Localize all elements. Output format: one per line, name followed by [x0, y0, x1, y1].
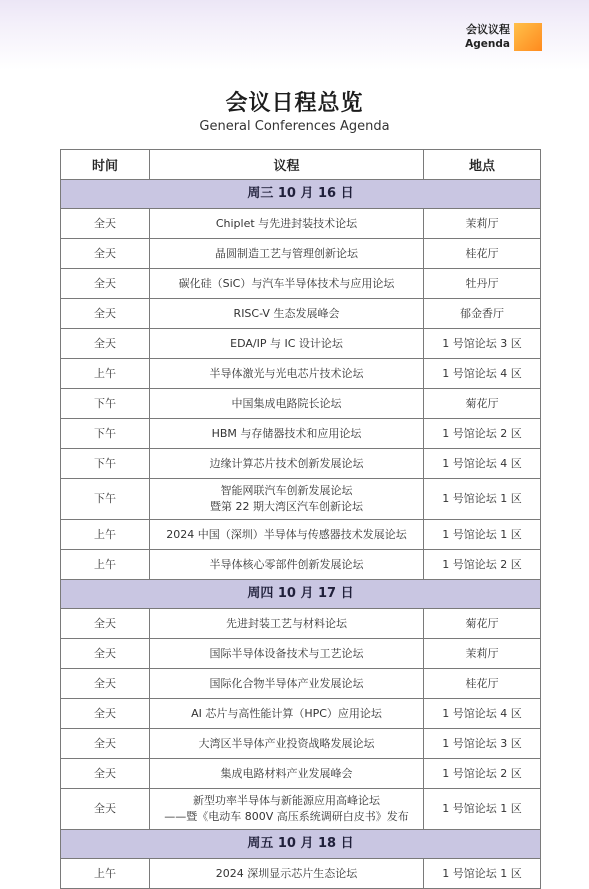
session-venue: 茉莉厅: [424, 639, 541, 669]
table-header-row: [61, 150, 541, 180]
day-label: 周三 10 月 16 日: [61, 180, 541, 209]
table-row: [61, 449, 541, 479]
session-topic: [150, 479, 424, 520]
session-venue: 茉莉厅: [424, 209, 541, 239]
session-time: 全天: [61, 699, 150, 729]
session-venue: 菊花厅: [424, 389, 541, 419]
session-topic: [150, 789, 424, 830]
day-label: 周四 10 月 17 日: [61, 580, 541, 609]
table-row: [61, 789, 541, 830]
session-venue: 1 号馆论坛 1 区: [424, 859, 541, 889]
session-topic: [150, 419, 424, 449]
column-header-time: 时间: [61, 150, 150, 180]
session-topic-line: 国际化合物半导体产业发展论坛: [209, 676, 364, 690]
session-topic: [150, 520, 424, 550]
session-venue: 牡丹厅: [424, 269, 541, 299]
session-topic-line: EDA/IP 与 IC 设计论坛: [230, 336, 343, 350]
session-time: 下午: [61, 479, 150, 520]
page-subtitle: General Conferences Agenda: [199, 119, 390, 134]
table-row: [61, 859, 541, 889]
session-topic: [150, 859, 424, 889]
session-topic: [150, 239, 424, 269]
session-topic-line: 半导体激光与光电芯片技术论坛: [209, 366, 364, 380]
session-topic: [150, 389, 424, 419]
session-topic: [150, 359, 424, 389]
table-row: [61, 699, 541, 729]
session-topic-line: RISC-V 生态发展峰会: [233, 306, 340, 320]
session-time: 全天: [61, 639, 150, 669]
session-venue: 1 号馆论坛 4 区: [424, 359, 541, 389]
session-topic-line: 国际半导体设备技术与工艺论坛: [209, 646, 364, 660]
session-venue: 1 号馆论坛 3 区: [424, 729, 541, 759]
table-row: [61, 269, 541, 299]
table-row: [61, 520, 541, 550]
session-topic: [150, 699, 424, 729]
agenda-tag: [465, 22, 542, 51]
session-topic: [150, 729, 424, 759]
session-topic: [150, 299, 424, 329]
session-time: 上午: [61, 359, 150, 389]
day-header-row: [61, 830, 541, 859]
session-time: 全天: [61, 759, 150, 789]
session-topic: [150, 329, 424, 359]
session-topic-line: 2024 中国（深圳）半导体与传感器技术发展论坛: [166, 527, 407, 541]
session-topic-line: 边缘计算芯片技术创新发展论坛: [209, 456, 364, 470]
session-venue: 1 号馆论坛 2 区: [424, 419, 541, 449]
table-row: [61, 550, 541, 580]
session-time: 全天: [61, 609, 150, 639]
session-topic-line: 中国集成电路院长论坛: [231, 396, 342, 410]
session-venue: 1 号馆论坛 3 区: [424, 329, 541, 359]
table-row: [61, 209, 541, 239]
session-topic-line: AI 芯片与高性能计算（HPC）应用论坛: [191, 706, 382, 720]
table-row: [61, 359, 541, 389]
session-venue: 菊花厅: [424, 609, 541, 639]
session-topic: [150, 209, 424, 239]
orange-square-icon: [514, 23, 542, 51]
session-topic: [150, 550, 424, 580]
page-title: 会议日程总览: [225, 91, 364, 116]
session-venue: 1 号馆论坛 1 区: [424, 520, 541, 550]
day-header-row: [61, 180, 541, 209]
session-topic-line: Chiplet 与先进封装技术论坛: [215, 216, 358, 230]
column-header-venue: 地点: [424, 150, 541, 180]
session-topic-line: ——暨《电动车 800V 高压系统调研白皮书》发布: [164, 810, 409, 823]
session-topic: [150, 609, 424, 639]
session-topic: [150, 449, 424, 479]
session-time: 全天: [61, 239, 150, 269]
session-venue: 1 号馆论坛 2 区: [424, 550, 541, 580]
session-topic-line: 暨第 22 期大湾区汽车创新论坛: [210, 500, 363, 513]
session-topic-line: 碳化硅（SiC）与汽车半导体技术与应用论坛: [178, 276, 395, 290]
session-topic-line: HBM 与存储器技术和应用论坛: [211, 426, 362, 440]
session-time: 上午: [61, 550, 150, 580]
day-label: 周五 10 月 18 日: [61, 830, 541, 859]
table-row: [61, 389, 541, 419]
table-row: [61, 669, 541, 699]
session-topic-line: 集成电路材料产业发展峰会: [220, 766, 353, 780]
session-venue: 1 号馆论坛 2 区: [424, 759, 541, 789]
table-row: [61, 239, 541, 269]
session-topic-line: 晶圆制造工艺与管理创新论坛: [215, 246, 358, 260]
session-topic: [150, 669, 424, 699]
session-topic: [150, 759, 424, 789]
session-topic-line: 半导体核心零部件创新发展论坛: [209, 557, 364, 571]
table-row: [61, 729, 541, 759]
session-topic-line: 先进封装工艺与材料论坛: [226, 616, 347, 630]
session-topic: [150, 269, 424, 299]
session-topic-line: 大湾区半导体产业投资战略发展论坛: [198, 736, 375, 750]
table-row: [61, 609, 541, 639]
agenda-table-body: [61, 180, 541, 889]
column-header-topic: 议程: [150, 150, 424, 180]
session-venue: 桂花厅: [424, 239, 541, 269]
session-time: 下午: [61, 419, 150, 449]
session-time: 全天: [61, 269, 150, 299]
session-time: 全天: [61, 669, 150, 699]
session-venue: 郁金香厅: [424, 299, 541, 329]
table-row: [61, 639, 541, 669]
table-row: [61, 329, 541, 359]
table-row: [61, 479, 541, 520]
table-row: [61, 419, 541, 449]
session-time: 下午: [61, 389, 150, 419]
session-time: 全天: [61, 299, 150, 329]
day-header-row: [61, 580, 541, 609]
session-venue: 1 号馆论坛 4 区: [424, 449, 541, 479]
table-row: [61, 299, 541, 329]
agenda-tag-cn: 会议议程: [466, 23, 510, 36]
table-row: [61, 759, 541, 789]
session-venue: 1 号馆论坛 1 区: [424, 789, 541, 830]
session-time: 全天: [61, 789, 150, 830]
agenda-table: [60, 149, 541, 889]
session-venue: 桂花厅: [424, 669, 541, 699]
session-time: 上午: [61, 520, 150, 550]
agenda-tag-en: Agenda: [465, 38, 510, 50]
session-topic: [150, 639, 424, 669]
session-topic-line: 智能网联汽车创新发展论坛: [220, 484, 353, 497]
session-time: 全天: [61, 209, 150, 239]
session-venue: 1 号馆论坛 4 区: [424, 699, 541, 729]
session-time: 全天: [61, 329, 150, 359]
session-time: 上午: [61, 859, 150, 889]
session-time: 全天: [61, 729, 150, 759]
session-time: 下午: [61, 449, 150, 479]
session-topic-line: 2024 深圳显示芯片生态论坛: [215, 866, 358, 880]
session-venue: 1 号馆论坛 1 区: [424, 479, 541, 520]
session-topic-line: 新型功率半导体与新能源应用高峰论坛: [193, 794, 380, 807]
